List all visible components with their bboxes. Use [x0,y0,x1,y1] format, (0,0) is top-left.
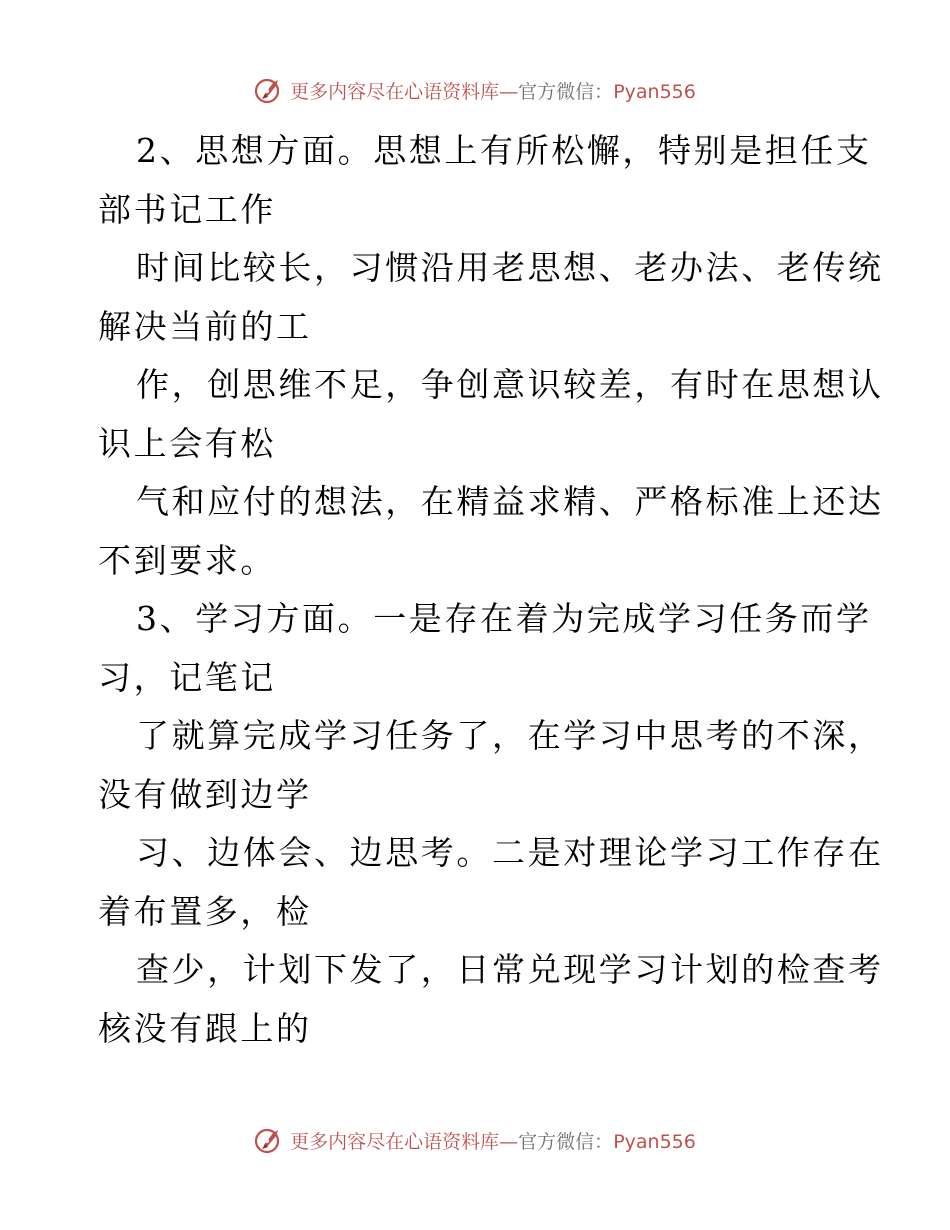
paragraph-line: 解决当前的工 [98,306,312,346]
paragraph-line: 核没有跟上的 [98,1008,312,1048]
footer-main: 更多内容尽在心语资料库 [290,1130,500,1153]
paragraph-line: 不到要求。 [98,540,276,580]
paragraph-line: 识上会有松 [98,423,276,463]
pen-nib-circle-icon [254,75,284,105]
paragraph-line: 部书记工作 [98,189,276,229]
paragraph-line: 习，记笔记 [98,657,276,697]
paragraph-line: 习、边体会、边思考。二是对理论学习工作存在 [136,833,884,872]
header-banner [0,70,950,110]
footer-plain: 官方微信： [518,1130,614,1153]
pen-nib-circle-icon [254,1125,284,1155]
paragraph-line: 作，创思维不足，争创意识较差，有时在思想认 [136,365,884,404]
paragraph-line: 着布置多，检 [98,891,312,931]
footer-banner [0,1120,950,1160]
header-wechat: Pyan556 [613,80,696,103]
header-dash: — [499,80,519,103]
footer-dash: — [499,1130,519,1153]
document-body [98,122,884,1058]
paragraph-line: 查少，计划下发了，日常兑现学习计划的检查考 [136,950,884,989]
paragraph-line: 气和应付的想法，在精益求精、严格标准上还达 [136,482,884,521]
header-text [290,77,696,104]
paragraph-line: 2、思想方面。思想上有所松懈，特别是担任支 [136,131,872,170]
paragraph-line: 了就算完成学习任务了，在学习中思考的不深， [136,716,884,755]
footer-text [290,1127,696,1154]
paragraph-line: 时间比较长，习惯沿用老思想、老办法、老传统 [136,248,884,287]
header-main: 更多内容尽在心语资料库 [290,80,500,103]
footer-wechat: Pyan556 [613,1130,696,1153]
paragraph-line: 没有做到边学 [98,774,312,814]
paragraph-line: 3、学习方面。一是存在着为完成学习任务而学 [136,599,872,638]
header-plain: 官方微信： [518,80,614,103]
